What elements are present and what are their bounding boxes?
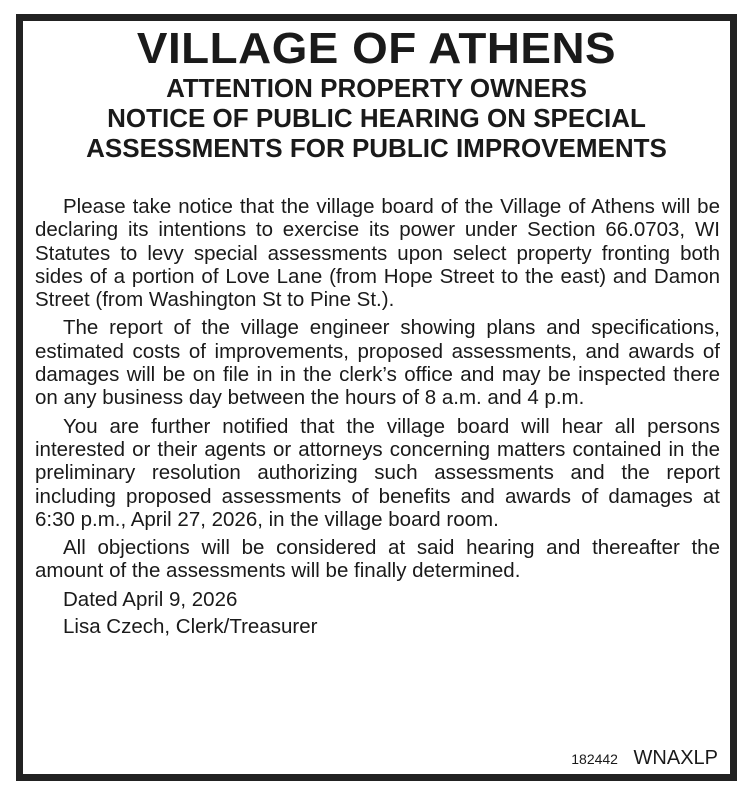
paragraph-intent: Please take notice that the village board of the Village of Athens will be declaring its intentions to exercise its power under Section 66.0703, WI Statutes to levy special assessments upon select property fronting both sides of a portion of Love Lane (from Hope Street to the east) and Damon Street (from Washington St to Pine St.).: [35, 195, 720, 312]
notice-subtitle-assessments: ASSESSMENTS FOR PUBLIC IMPROVEMENTS: [86, 133, 667, 163]
notice-subtitle-hearing: NOTICE OF PUBLIC HEARING ON SPECIAL: [107, 103, 646, 133]
signature-line: Lisa Czech, Clerk/Treasurer: [63, 615, 318, 639]
legal-notice: [16, 14, 737, 781]
notice-title: VILLAGE OF ATHENS: [136, 24, 617, 73]
dated-line: Dated April 9, 2026: [63, 587, 238, 611]
notice-body: [35, 195, 720, 642]
paragraph-hearing: You are further notified that the village board will hear all persons interested or their agents or attorneys concerning matters contained in the preliminary resolution authorizing such assessments and the report including proposed assessments of benefits and awards of damages at 6:30 p.m., April 27, 2026, in the village board room.: [35, 414, 720, 531]
paragraph-engineer-report: The report of the village engineer showing plans and specifications, estimated costs of improvements, proposed assessments, and awards of damages will be on file in in the clerk’s office and may be inspected there on any business day between the hours of 8 a.m. and 4 p.m.: [35, 316, 720, 410]
paragraph-objections: All objections will be considered at said hearing and thereafter the amount of the assessments will be finally determined.: [35, 536, 720, 583]
ad-number: 182442: [571, 751, 618, 767]
notice-header: [23, 25, 730, 163]
notice-subtitle-attention: ATTENTION PROPERTY OWNERS: [166, 73, 587, 103]
publication-code: WNAXLP: [633, 747, 718, 769]
publication-footer: [571, 747, 718, 770]
